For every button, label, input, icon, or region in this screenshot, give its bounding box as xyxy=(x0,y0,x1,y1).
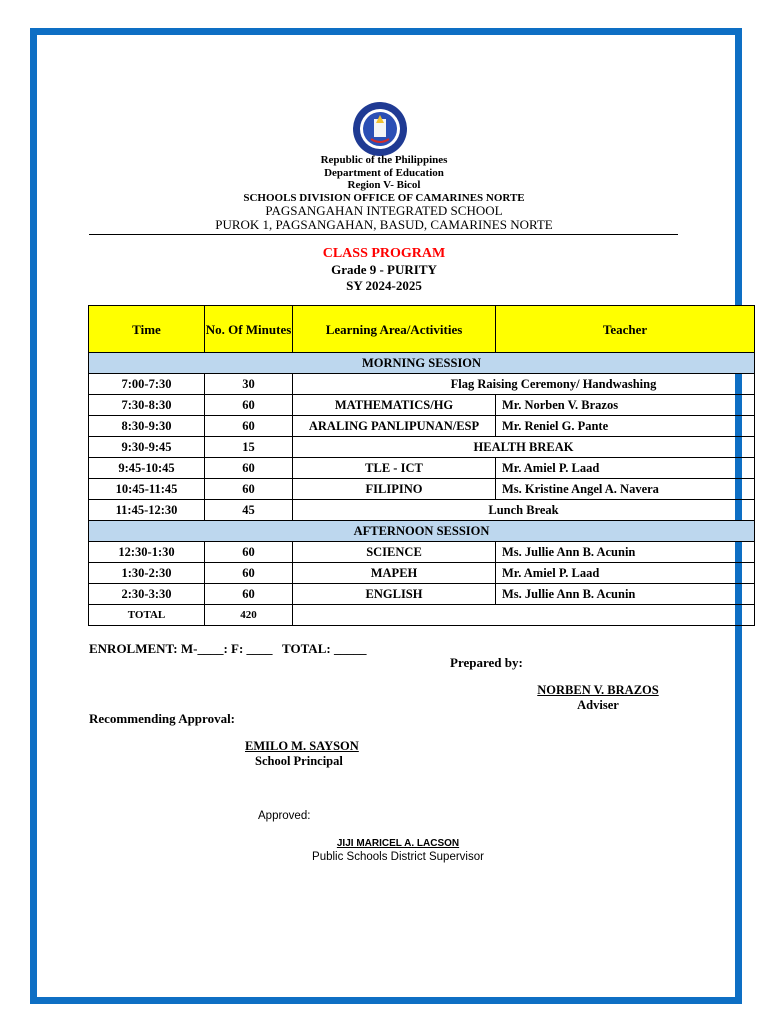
table-row xyxy=(89,563,755,584)
table-row xyxy=(89,542,755,563)
table-header-row xyxy=(89,306,755,353)
table-row xyxy=(89,416,755,437)
school-name: PAGSANGAHAN INTEGRATED SCHOOL xyxy=(265,203,503,218)
minutes-cell: 30 xyxy=(205,374,293,395)
teacher-cell: Mr. Amiel P. Laad xyxy=(496,458,755,479)
header-line: Region V- Bicol xyxy=(347,179,421,191)
time-cell: 9:30-9:45 xyxy=(89,437,205,458)
school-year: SY 2024-2025 xyxy=(346,278,422,293)
school-address: PUROK 1, PAGSANGAHAN, BASUD, CAMARINES NORTE xyxy=(215,217,553,232)
total-minutes: 420 xyxy=(205,605,293,626)
teacher-cell: Ms. Jullie Ann B. Acunin xyxy=(496,542,755,563)
minutes-cell: 15 xyxy=(205,437,293,458)
header-divider xyxy=(89,234,678,235)
activity-cell: Lunch Break xyxy=(293,500,755,521)
minutes-cell: 60 xyxy=(205,416,293,437)
principal-signature xyxy=(245,739,359,769)
teacher-cell: Ms. Jullie Ann B. Acunin xyxy=(496,584,755,605)
header-minutes: No. Of Minutes xyxy=(205,306,293,353)
teacher-cell: Mr. Reniel G. Pante xyxy=(496,416,755,437)
teacher-cell: Mr. Norben V. Brazos xyxy=(496,395,755,416)
table-row xyxy=(89,395,755,416)
total-blank-cell xyxy=(293,605,755,626)
teacher-cell: Ms. Kristine Angel A. Navera xyxy=(496,479,755,500)
header-line: Republic of the Philippines xyxy=(320,154,448,166)
session-row xyxy=(89,521,755,542)
teacher-cell: Mr. Amiel P. Laad xyxy=(496,563,755,584)
table-row xyxy=(89,479,755,500)
adviser-title: Adviser xyxy=(577,698,619,712)
minutes-cell: 60 xyxy=(205,542,293,563)
activity-cell: ENGLISH xyxy=(293,584,496,605)
activity-cell: Flag Raising Ceremony/ Handwashing xyxy=(293,374,755,395)
time-cell: 2:30-3:30 xyxy=(89,584,205,605)
header-line: Department of Education xyxy=(324,166,444,179)
activity-cell: MATHEMATICS/HG xyxy=(293,395,496,416)
session-row xyxy=(89,353,755,374)
header-line: SCHOOLS DIVISION OFFICE OF CAMARINES NORTE xyxy=(243,191,525,204)
title-block xyxy=(0,246,768,294)
approved-label: Approved: xyxy=(258,810,311,822)
minutes-cell: 60 xyxy=(205,563,293,584)
activity-cell: ARALING PANLIPUNAN/ESP xyxy=(293,416,496,437)
header-teacher: Teacher xyxy=(496,306,755,353)
table-row xyxy=(89,584,755,605)
prepared-by-label: Prepared by: xyxy=(450,655,523,670)
principal-title: School Principal xyxy=(255,754,343,768)
table-row xyxy=(89,437,755,458)
total-label: TOTAL xyxy=(89,605,205,626)
supervisor-signature xyxy=(280,838,516,863)
activity-cell: SCIENCE xyxy=(293,542,496,563)
time-cell: 7:00-7:30 xyxy=(89,374,205,395)
recommending-label: Recommending Approval: xyxy=(89,711,236,726)
time-cell: 10:45-11:45 xyxy=(89,479,205,500)
total-row xyxy=(89,605,755,626)
morning-session-label: MORNING SESSION xyxy=(89,353,755,374)
adviser-signature xyxy=(498,683,698,713)
time-cell: 7:30-8:30 xyxy=(89,395,205,416)
program-title: CLASS PROGRAM xyxy=(322,246,446,261)
header-block xyxy=(0,154,768,232)
time-cell: 12:30-1:30 xyxy=(89,542,205,563)
activity-cell: FILIPINO xyxy=(293,479,496,500)
time-cell: 11:45-12:30 xyxy=(89,500,205,521)
enrolment-line: ENROLMENT: M-____: F: ____ TOTAL: _____ xyxy=(89,641,367,656)
minutes-cell: 60 xyxy=(205,395,293,416)
activity-cell: MAPEH xyxy=(293,563,496,584)
table-row xyxy=(89,500,755,521)
afternoon-session-label: AFTERNOON SESSION xyxy=(89,521,755,542)
grade-section: Grade 9 - PURITY xyxy=(331,262,437,277)
adviser-name: NORBEN V. BRAZOS xyxy=(537,683,659,697)
deped-seal-logo xyxy=(344,101,416,157)
minutes-cell: 60 xyxy=(205,479,293,500)
principal-name: EMILO M. SAYSON xyxy=(245,739,359,753)
table-row xyxy=(89,458,755,479)
table-row xyxy=(89,374,755,395)
class-schedule-table xyxy=(88,305,755,626)
minutes-cell: 60 xyxy=(205,584,293,605)
time-cell: 9:45-10:45 xyxy=(89,458,205,479)
header-time: Time xyxy=(89,306,205,353)
time-cell: 1:30-2:30 xyxy=(89,563,205,584)
supervisor-title: Public Schools District Supervisor xyxy=(312,851,484,863)
supervisor-name: JIJI MARICEL A. LACSON xyxy=(336,838,460,849)
minutes-cell: 45 xyxy=(205,500,293,521)
time-cell: 8:30-9:30 xyxy=(89,416,205,437)
header-activity: Learning Area/Activities xyxy=(293,306,496,353)
minutes-cell: 60 xyxy=(205,458,293,479)
activity-cell: TLE - ICT xyxy=(293,458,496,479)
activity-cell: HEALTH BREAK xyxy=(293,437,755,458)
